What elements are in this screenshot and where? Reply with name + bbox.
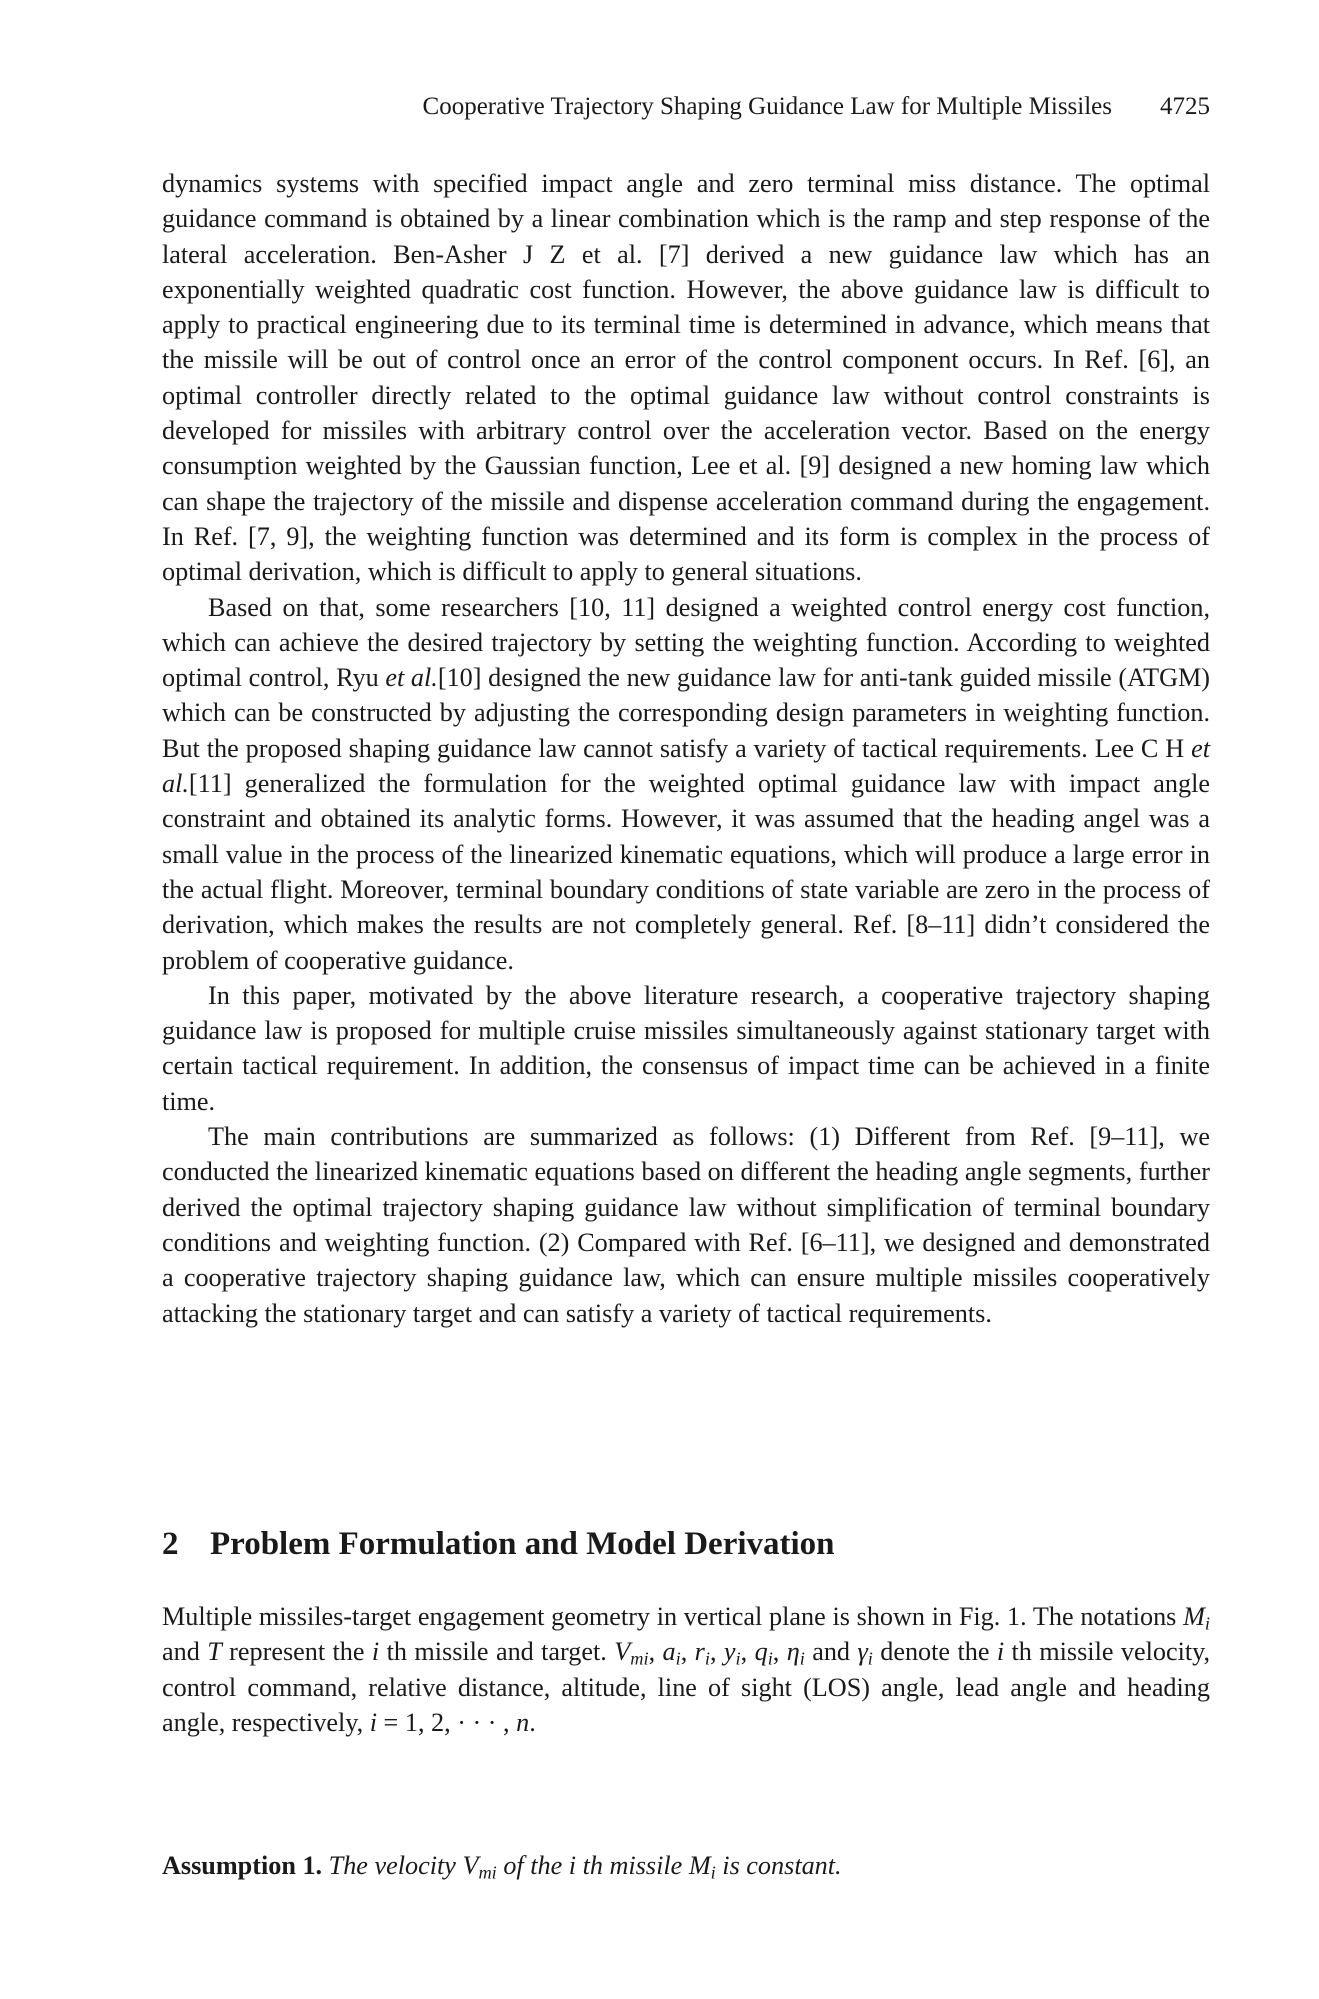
paragraph-4: The main contributions are summarized as follows: (1) Different from Ref. [9–11], we conducted the linearized kinematic equations based on different the heading angle segments, further derived the optimal trajectory shaping guidance law without simplification of terminal boundary conditions and weighting function. (2) Compared with Ref. [6–11], we designed and demonstrated a cooperative trajectory shaping guidance law, which can ensure multiple missiles cooperatively attacking the stationary target and can satisfy a variety of tactical requirements. [162,1122,1210,1328]
section-number: 2 [162,1526,179,1562]
section-text [162,1599,1210,1740]
section-heading [162,1524,1210,1564]
assumption-statement: The velocity $V_{mi}$ of the i th missile $M_i$ is constant. [328,1851,842,1883]
section-title: Problem Formulation and Model Derivation [210,1526,835,1562]
section-paragraph: Multiple missiles-target engagement geometry in vertical plane is shown in Fig. 1. The notations $M_i$ and T represent the i th missile and target. $V_{mi}$, $a_i$, $r_i$, $y_i$, $q_i$, $\eta_i$ and $\gamma_i$ denote the i th missile velocity, control command, relative distance, altitude, line of sight (LOS) angle, lead angle and heading angle, respectively, i = 1, 2, · · · , n. [162,1602,1211,1737]
assumption-1 [162,1848,1210,1883]
et-al-italic: et al. [385,663,438,693]
assumption-label: Assumption 1. [162,1851,323,1880]
math-symbol: T [207,1637,222,1667]
introduction-text [162,166,1210,1331]
paragraph-1: dynamics systems with specified impact angle and zero terminal miss distance. The optimal guidance command is obtained by a linear combination which is the ramp and step response of the lateral acceleration. Ben-Asher J Z et al. [7] derived a new guidance law which has an exponentially weighted quadratic cost function. However, the above guidance law is difficult to apply to practical engineering due to its terminal time is determined in advance, which means that the missile will be out of control once an error of the control component occurs. In Ref. [6], an optimal controller directly related to the optimal guidance law without control constraints is developed for missiles with arbitrary control over the acceleration vector. Based on the energy consumption weighted by the Gaussian function, Lee et al. [9] designed a new homing law which can shape the trajectory of the missile and dispense acceleration command during the engagement. In Ref. [7, 9], the weighting function was determined and its form is complex in the process of optimal derivation, which is difficult to apply to general situations. [162,169,1210,587]
paragraph-2-part-1: Based on that, some researchers [10, 11] designed a weighted control energy cost function, which can achieve the desired trajectory by setting the weighting function. According to weighted optimal control, Ryu [162,592,1210,693]
paragraph-3: In this paper, motivated by the above literature research, a cooperative trajectory shaping guidance law is proposed for multiple cruise missiles simultaneously against stationary target with certain tactical requirement. In addition, the consensus of impact time can be achieved in a finite time. [162,980,1210,1116]
page-number: 4725 [1160,93,1210,120]
paragraph-2 [162,590,1210,978]
paragraph-2-part-2: [10] designed the new guidance law for anti-tank guided missile (ATGM) which can be constructed by adjusting the corresponding design parameters in weighting function. But the proposed shaping guidance law cannot satisfy a variety of tactical requirements. Lee C H [162,663,1210,763]
paragraph-2-part-3: [11] generalized the formulation for the weighted optimal guidance law with impact angle constraint and obtained its analytic forms. However, it was assumed that the heading angel was a small value in the process of the linearized kinematic equations, which will produce a large error in the actual flight. Moreover, terminal boundary conditions of state variable are zero in the process of derivation, which makes the results are not completely general. Ref. [8–11] didn’t considered the problem of cooperative guidance. [162,769,1210,975]
math-symbol: M [1183,1602,1205,1631]
running-head [162,92,1210,122]
running-head-title: Cooperative Trajectory Shaping Guidance Law for Multiple Missiles [422,93,1112,120]
math-symbol: V [614,1637,631,1667]
et-al-italic: et al. [162,733,1210,799]
